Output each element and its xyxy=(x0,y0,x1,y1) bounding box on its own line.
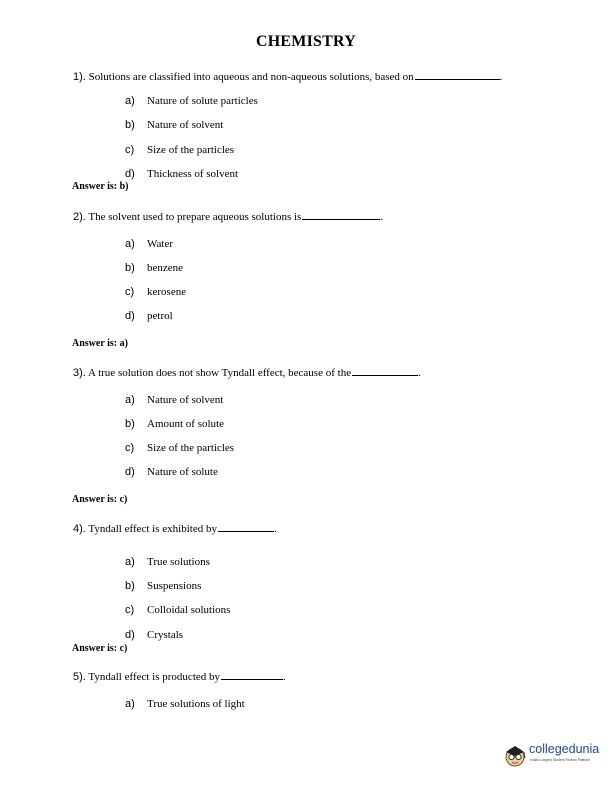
option-letter: b) xyxy=(125,262,135,274)
answer-3 xyxy=(72,494,127,505)
mascot-icon xyxy=(502,740,528,770)
option-text: Suspensions xyxy=(147,580,202,592)
option-letter: b) xyxy=(125,119,135,131)
option-text: Nature of solvent xyxy=(147,119,224,131)
option-letter: b) xyxy=(125,418,135,430)
answer-blank xyxy=(352,366,418,376)
option-text: Nature of solvent xyxy=(147,394,224,406)
option-text: Nature of solute xyxy=(147,466,218,478)
option-text: Nature of solute particles xyxy=(147,95,258,107)
page-title: CHEMISTRY xyxy=(256,33,356,50)
question-number: 5). xyxy=(73,671,86,683)
answer-value: c) xyxy=(119,494,128,505)
option-4a xyxy=(125,556,210,568)
option-text: True solutions xyxy=(147,556,210,568)
question-end: . xyxy=(273,523,277,535)
option-1c xyxy=(125,144,234,156)
option-4b xyxy=(125,580,201,592)
question-5 xyxy=(73,670,286,683)
option-text: Water xyxy=(147,238,173,250)
option-letter: d) xyxy=(125,168,135,180)
logo-tagline: India's Largest Student Review Platform xyxy=(530,758,591,762)
question-text: Tyndall effect is exhibited by xyxy=(88,523,217,535)
option-letter: a) xyxy=(125,238,135,250)
option-text: kerosene xyxy=(147,286,187,298)
answer-label: Answer is: xyxy=(72,494,118,505)
answer-4 xyxy=(72,643,127,654)
answer-value: a) xyxy=(119,338,128,349)
question-number: 1). xyxy=(73,71,86,83)
answer-blank xyxy=(302,210,380,220)
question-end: . xyxy=(283,671,286,683)
option-text: Size of the particles xyxy=(147,442,235,454)
option-letter: d) xyxy=(125,466,135,478)
answer-blank xyxy=(415,70,500,80)
option-2b xyxy=(125,262,183,274)
option-text: Amount of solute xyxy=(147,418,224,430)
option-text: Crystals xyxy=(147,629,184,641)
question-text: The solvent used to prepare aqueous solutions is xyxy=(88,211,302,223)
question-number: 2). xyxy=(73,211,86,223)
option-letter: c) xyxy=(125,442,135,454)
option-3b xyxy=(125,418,224,430)
question-number: 3). xyxy=(73,367,86,379)
option-1a xyxy=(125,95,258,107)
collegedunia-logo xyxy=(502,740,612,780)
option-text: Colloidal solutions xyxy=(147,604,231,616)
option-1d xyxy=(125,168,238,180)
question-text: Tyndall effect is producted by xyxy=(88,671,221,683)
question-1 xyxy=(73,70,502,83)
answer-2 xyxy=(72,338,128,349)
question-2 xyxy=(73,210,383,223)
option-text: benzene xyxy=(147,262,184,274)
option-5a xyxy=(125,698,245,710)
answer-label: Answer is: xyxy=(72,643,118,654)
option-4d xyxy=(125,629,183,641)
answer-1 xyxy=(72,181,129,192)
answer-blank xyxy=(221,670,283,680)
option-letter: c) xyxy=(125,286,135,298)
option-3d xyxy=(125,466,218,478)
option-2a xyxy=(125,238,173,250)
option-text: Thickness of solvent xyxy=(147,168,239,180)
question-4 xyxy=(73,522,277,535)
answer-label: Answer is: xyxy=(72,338,118,349)
option-4c xyxy=(125,604,230,616)
answer-value: c) xyxy=(119,643,128,654)
answer-label: Answer is: xyxy=(72,181,118,192)
option-letter: a) xyxy=(125,95,135,107)
option-3c xyxy=(125,442,234,454)
option-letter: b) xyxy=(125,580,135,592)
option-letter: a) xyxy=(125,698,135,710)
option-letter: d) xyxy=(125,629,135,641)
answer-blank xyxy=(218,522,274,532)
question-end: . xyxy=(380,211,384,223)
option-3a xyxy=(125,394,223,406)
option-1b xyxy=(125,119,223,131)
question-text: Solutions are classified into aqueous and non-aqueous solutions, based on xyxy=(88,71,414,83)
option-letter: c) xyxy=(125,604,135,616)
option-text: True solutions of light xyxy=(147,698,245,710)
question-end: . xyxy=(499,71,503,83)
option-letter: c) xyxy=(125,144,135,156)
question-end: . xyxy=(418,367,421,379)
question-text: A true solution does not show Tyndall effect, because of the xyxy=(88,367,352,379)
question-number: 4). xyxy=(73,523,86,535)
option-2c xyxy=(125,286,186,298)
option-letter: a) xyxy=(125,556,135,568)
option-text: Size of the particles xyxy=(147,144,235,156)
answer-value: b) xyxy=(119,181,129,192)
question-3 xyxy=(73,366,421,379)
option-letter: d) xyxy=(125,310,135,322)
option-2d xyxy=(125,310,173,322)
logo-name: collegedunia xyxy=(529,742,600,756)
option-text: petrol xyxy=(147,310,173,322)
option-letter: a) xyxy=(125,394,135,406)
